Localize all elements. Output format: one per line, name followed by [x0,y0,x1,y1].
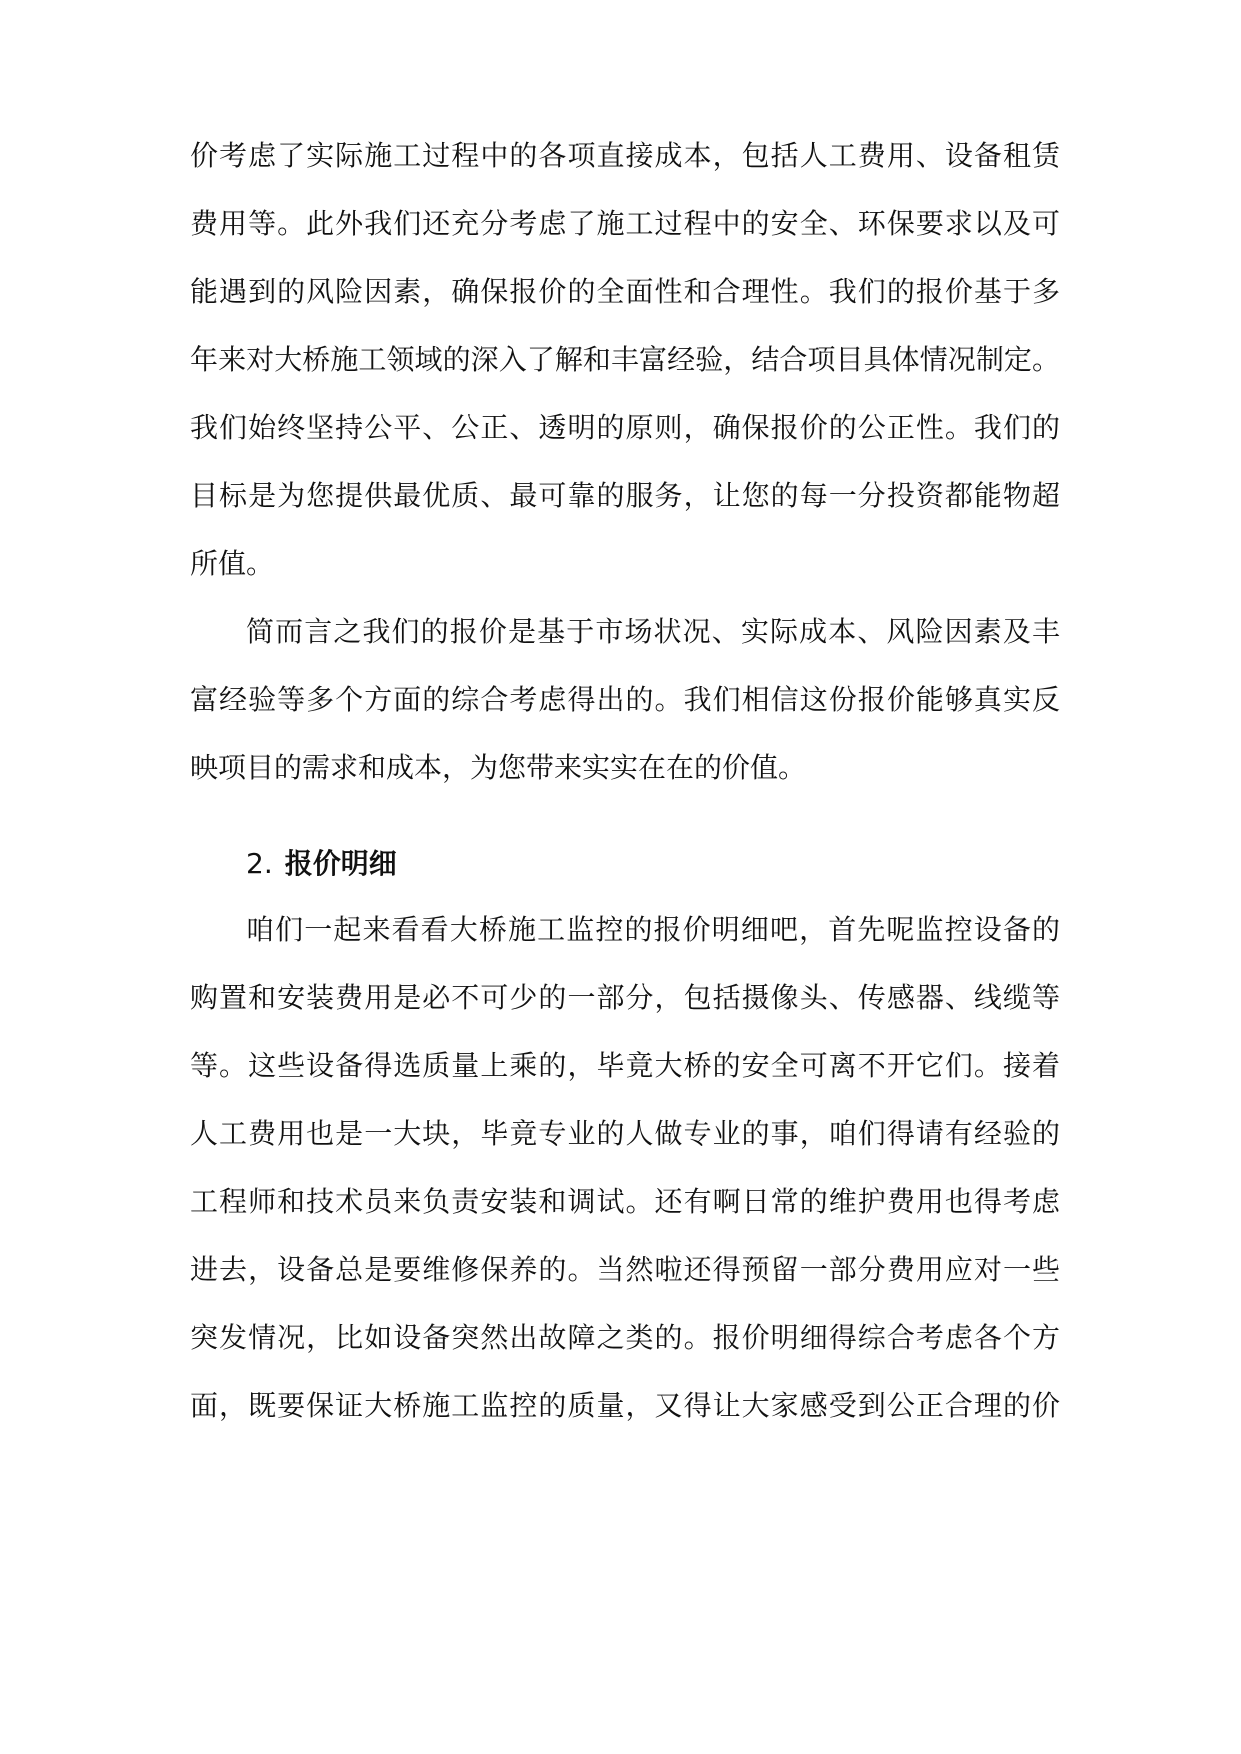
paragraph-3-line-5: 工程师和技术员来负责安装和调试。还有啊日常的维护费用也得考虑 [190,1185,1060,1218]
section-number: 2. [246,847,273,880]
paragraph-1-line-7: 所值。 [190,547,275,580]
section-heading [246,844,646,884]
paragraph-3-line-2: 购置和安装费用是必不可少的一部分，包括摄像头、传感器、线缆等 [190,981,1060,1014]
paragraph-3-line-8: 面，既要保证大桥施工监控的质量，又得让大家感受到公正合理的价 [190,1389,1060,1422]
paragraph-3-line-4: 人工费用也是一大块，毕竟专业的人做专业的事，咱们得请有经验的 [190,1117,1060,1150]
paragraph-2-line-1: 简而言之我们的报价是基于市场状况、实际成本、风险因素及丰 [246,615,1060,648]
paragraph-3-line-7: 突发情况，比如设备突然出故障之类的。报价明细得综合考虑各个方 [190,1321,1060,1354]
paragraph-1-line-3: 能遇到的风险因素，确保报价的全面性和合理性。我们的报价基于多 [190,275,1060,308]
paragraph-1-line-1: 价考虑了实际施工过程中的各项直接成本，包括人工费用、设备租赁 [190,139,1060,172]
paragraph-2-line-3: 映项目的需求和成本，为您带来实实在在的价值。 [190,751,807,784]
paragraph-1-line-6: 目标是为您提供最优质、最可靠的服务，让您的每一分投资都能物超 [190,479,1060,512]
paragraph-3-line-3: 等。这些设备得选质量上乘的，毕竟大桥的安全可离不开它们。接着 [190,1049,1060,1082]
paragraph-1-line-5: 我们始终坚持公平、公正、透明的原则，确保报价的公正性。我们的 [190,411,1060,444]
paragraph-1-line-2: 费用等。此外我们还充分考虑了施工过程中的安全、环保要求以及可 [190,207,1060,240]
paragraph-1-line-4: 年来对大桥施工领域的深入了解和丰富经验，结合项目具体情况制定。 [190,343,1060,376]
paragraph-2-line-2: 富经验等多个方面的综合考虑得出的。我们相信这份报价能够真实反 [190,683,1060,716]
section-title: 报价明细 [284,847,397,880]
paragraph-3-line-6: 进去，设备总是要维修保养的。当然啦还得预留一部分费用应对一些 [190,1253,1060,1286]
paragraph-3-line-1: 咱们一起来看看大桥施工监控的报价明细吧，首先呢监控设备的 [246,913,1060,946]
